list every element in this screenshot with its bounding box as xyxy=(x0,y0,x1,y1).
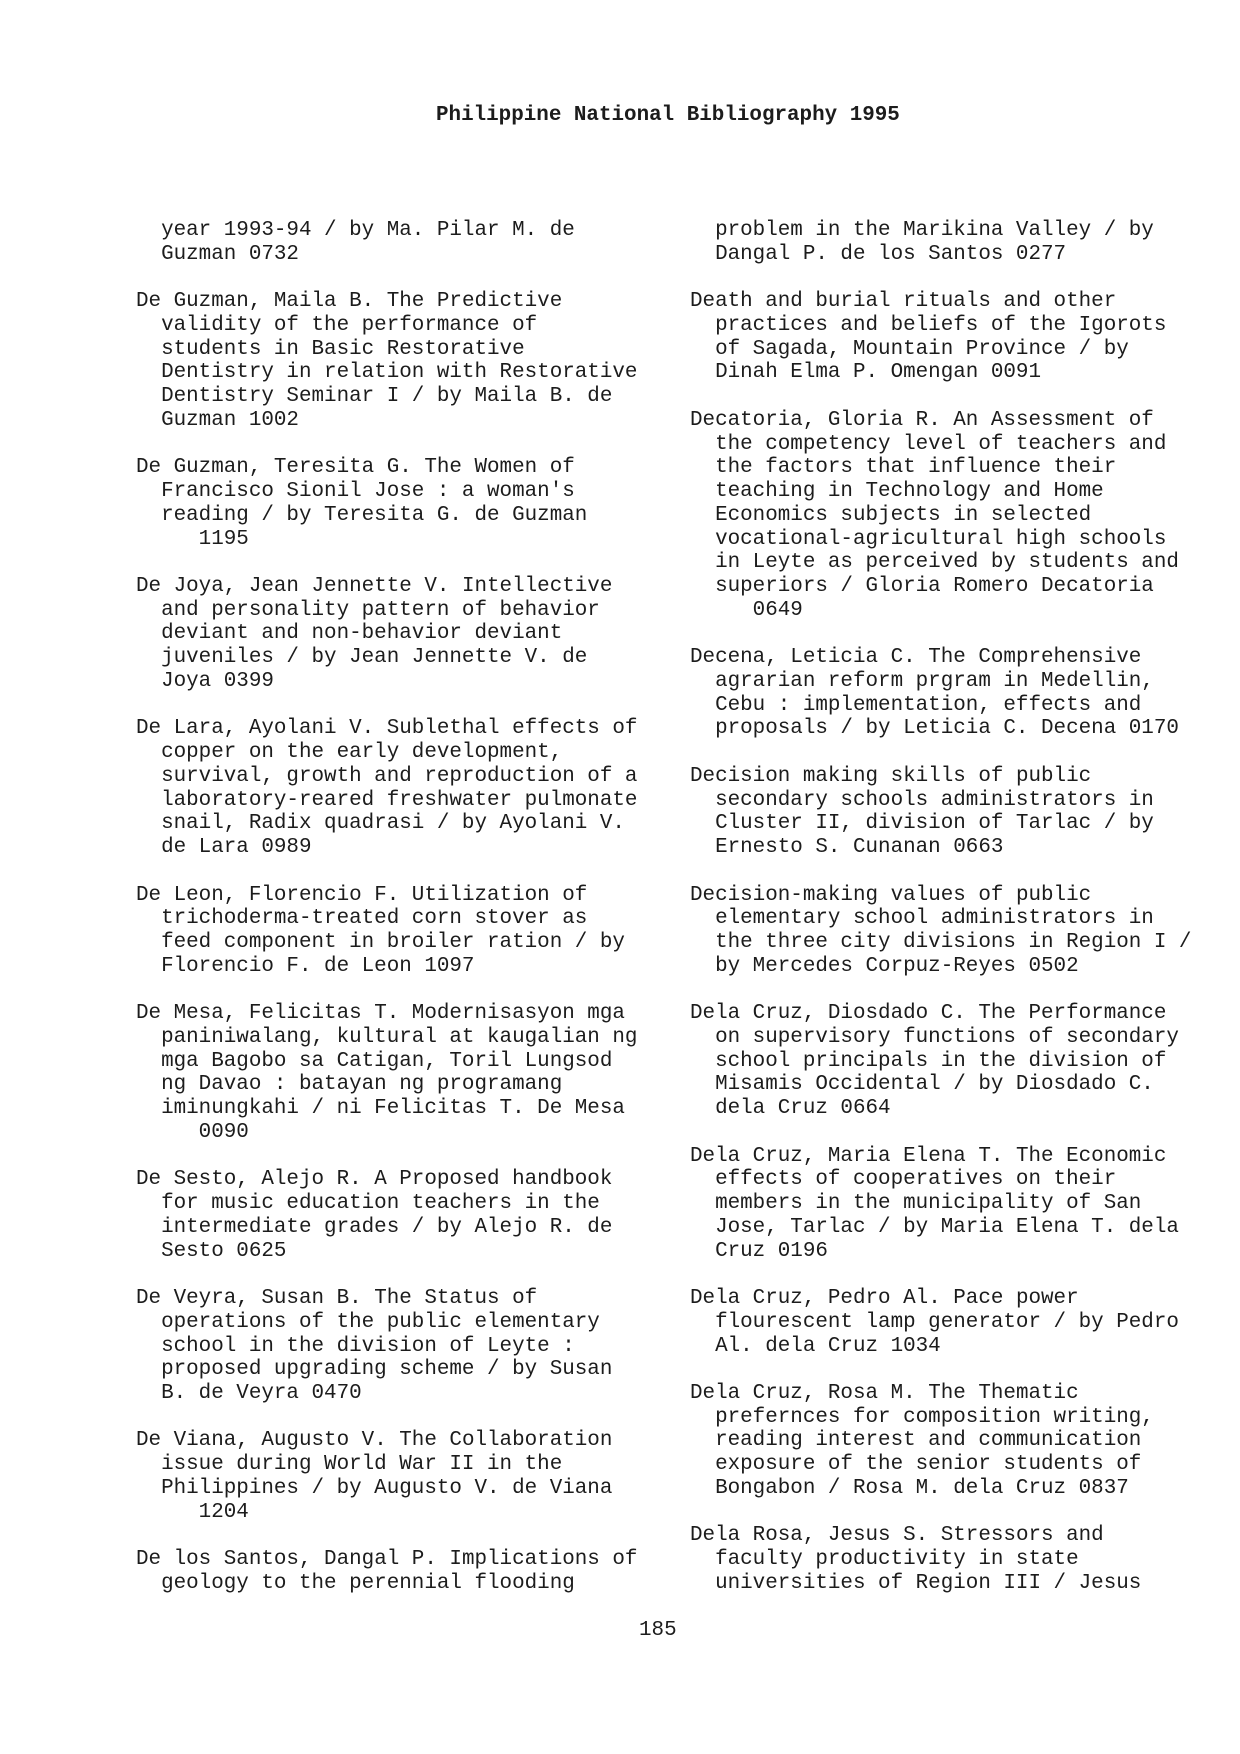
bibliography-entry xyxy=(690,1002,1220,1121)
entry-line: Economics subjects in selected xyxy=(715,503,1092,527)
entry-line: reading / by Teresita G. de Guzman xyxy=(161,503,588,527)
bibliography-entry xyxy=(690,1145,1220,1264)
entry-heading-line: Decision making skills of public xyxy=(690,764,1092,788)
entry-line: feed component in broiler ration / by xyxy=(161,931,625,955)
entry-line: students in Basic Restorative xyxy=(161,337,525,361)
entry-heading-line: De Joya, Jean Jennette V. Intellective xyxy=(136,575,613,599)
entry-line: superiors / Gloria Romero Decatoria xyxy=(715,575,1154,599)
entry-line: laboratory-reared freshwater pulmonate xyxy=(161,788,638,812)
bibliography-entry xyxy=(690,646,1220,741)
entry-line: Cluster II, division of Tarlac / by xyxy=(715,812,1154,836)
call-number-line: 1204 xyxy=(198,1500,249,1524)
entry-line: Jose, Tarlac / by Maria Elena T. dela xyxy=(715,1215,1179,1239)
entry-line: practices and beliefs of the Igorots xyxy=(715,313,1167,337)
entry-line: proposals / by Leticia C. Decena 0170 xyxy=(715,717,1179,741)
entry-line: Dentistry Seminar I / by Maila B. de xyxy=(161,385,613,409)
entry-line: dela Cruz 0664 xyxy=(715,1097,891,1121)
entry-line: Al. dela Cruz 1034 xyxy=(715,1334,941,1358)
entry-heading-line: Dela Cruz, Pedro Al. Pace power xyxy=(690,1287,1079,1311)
entry-line: the factors that influence their xyxy=(715,456,1117,480)
entry-line: operations of the public elementary xyxy=(161,1310,600,1334)
entry-line: on supervisory functions of secondary xyxy=(715,1025,1179,1049)
entry-line: reading interest and communication xyxy=(715,1429,1142,1453)
entry-line: the three city divisions in Region I / xyxy=(715,931,1192,955)
continued-entry xyxy=(136,219,666,266)
entry-line: proposed upgrading scheme / by Susan xyxy=(161,1358,613,1382)
entry-line: Cebu : implementation, effects and xyxy=(715,693,1142,717)
bibliography-entry xyxy=(136,290,666,432)
entry-line: by Mercedes Corpuz-Reyes 0502 xyxy=(715,954,1079,978)
entry-line: trichoderma-treated corn stover as xyxy=(161,907,588,931)
entry-line: Joya 0399 xyxy=(161,669,274,693)
call-number-line: 0649 xyxy=(752,598,803,622)
entry-heading-line: De Guzman, Teresita G. The Women of xyxy=(136,456,575,480)
entry-line: mga Bagobo sa Catigan, Toril Lungsod xyxy=(161,1049,613,1073)
page-number: 185 xyxy=(639,1619,677,1642)
entry-line: universities of Region III / Jesus xyxy=(715,1571,1142,1595)
entry-line: Bongabon / Rosa M. dela Cruz 0837 xyxy=(715,1476,1129,1500)
entry-line: effects of cooperatives on their xyxy=(715,1168,1117,1192)
entry-line: Misamis Occidental / by Diosdado C. xyxy=(715,1073,1154,1097)
entry-line: Cruz 0196 xyxy=(715,1239,828,1263)
entry-heading-line: Death and burial rituals and other xyxy=(690,290,1117,314)
entry-line: of Sagada, Mountain Province / by xyxy=(715,337,1129,361)
bibliography-entry xyxy=(136,1429,666,1524)
entry-line: copper on the early development, xyxy=(161,741,563,765)
entry-line: Guzman 1002 xyxy=(161,408,299,432)
entry-heading-line: Decision-making values of public xyxy=(690,883,1092,907)
entry-line: validity of the performance of xyxy=(161,313,538,337)
entry-line: ng Davao : batayan ng programang xyxy=(161,1073,563,1097)
bibliography-entry xyxy=(690,884,1220,979)
entry-line: Dangal P. de los Santos 0277 xyxy=(715,242,1067,266)
bibliography-entry xyxy=(690,409,1220,623)
entry-heading-line: Decatoria, Gloria R. An Assessment of xyxy=(690,408,1154,432)
entry-line: agrarian reform prgram in Medellin, xyxy=(715,669,1154,693)
entry-line: flourescent lamp generator / by Pedro xyxy=(715,1310,1179,1334)
bibliography-entry xyxy=(136,456,666,551)
entry-heading-line: De Sesto, Alejo R. A Proposed handbook xyxy=(136,1168,613,1192)
entry-line: faculty productivity in state xyxy=(715,1548,1079,1572)
bibliography-entry xyxy=(690,1287,1220,1358)
entry-heading-line: De Veyra, Susan B. The Status of xyxy=(136,1287,538,1311)
bibliography-entry xyxy=(136,575,666,694)
entry-line: the competency level of teachers and xyxy=(715,432,1167,456)
continued-entry xyxy=(690,219,1220,266)
entry-line: secondary schools administrators in xyxy=(715,788,1154,812)
entry-line: Dentistry in relation with Restorative xyxy=(161,361,638,385)
entry-heading-line: De los Santos, Dangal P. Implications of xyxy=(136,1548,638,1572)
bibliography-entry xyxy=(136,1548,666,1595)
entry-line: B. de Veyra 0470 xyxy=(161,1381,362,1405)
entry-line: juveniles / by Jean Jennette V. de xyxy=(161,646,588,670)
entry-heading-line: Dela Rosa, Jesus S. Stressors and xyxy=(690,1524,1104,1548)
entry-line: problem in the Marikina Valley / by xyxy=(715,219,1154,242)
entry-line: survival, growth and reproduction of a xyxy=(161,764,638,788)
bibliography-entry xyxy=(690,765,1220,860)
call-number-line: 1195 xyxy=(198,527,249,551)
entry-line: Philippines / by Augusto V. de Viana xyxy=(161,1476,613,1500)
entry-line: iminungkahi / ni Felicitas T. De Mesa xyxy=(161,1097,625,1121)
entry-line: in Leyte as perceived by students and xyxy=(715,551,1179,575)
entry-line: snail, Radix quadrasi / by Ayolani V. xyxy=(161,812,625,836)
entry-heading-line: Decena, Leticia C. The Comprehensive xyxy=(690,646,1142,670)
entry-heading-line: De Mesa, Felicitas T. Modernisasyon mga xyxy=(136,1002,625,1026)
entry-heading-line: De Guzman, Maila B. The Predictive xyxy=(136,290,563,314)
entry-line: geology to the perennial flooding xyxy=(161,1571,575,1595)
entry-heading-line: De Viana, Augusto V. The Collaboration xyxy=(136,1429,613,1453)
entry-line: deviant and non-behavior deviant xyxy=(161,622,563,646)
entry-line: de Lara 0989 xyxy=(161,836,312,860)
bibliography-entry xyxy=(136,1287,666,1406)
entry-line: Francisco Sionil Jose : a woman's xyxy=(161,480,575,504)
entry-line: school principals in the division of xyxy=(715,1049,1167,1073)
entry-heading-line: De Lara, Ayolani V. Sublethal effects of xyxy=(136,717,638,741)
entry-line: Dinah Elma P. Omengan 0091 xyxy=(715,361,1042,385)
call-number-line: 0090 xyxy=(198,1120,249,1144)
entry-line: Guzman 0732 xyxy=(161,242,299,266)
entry-line: year 1993-94 / by Ma. Pilar M. de xyxy=(161,219,575,242)
bibliography-entry xyxy=(136,717,666,859)
left-column xyxy=(136,219,666,1619)
entry-line: Sesto 0625 xyxy=(161,1239,287,1263)
entry-line: Florencio F. de Leon 1097 xyxy=(161,954,475,978)
entry-line: members in the municipality of San xyxy=(715,1192,1142,1216)
entry-line: elementary school administrators in xyxy=(715,907,1154,931)
right-column xyxy=(690,219,1220,1619)
bibliography-entry xyxy=(136,1168,666,1263)
entry-line: exposure of the senior students of xyxy=(715,1453,1142,1477)
entry-heading-line: Dela Cruz, Maria Elena T. The Economic xyxy=(690,1144,1167,1168)
entry-line: teaching in Technology and Home xyxy=(715,480,1104,504)
bibliography-entry xyxy=(690,1524,1220,1595)
entry-line: school in the division of Leyte : xyxy=(161,1334,575,1358)
entry-heading-line: De Leon, Florencio F. Utilization of xyxy=(136,883,588,907)
entry-line: issue during World War II in the xyxy=(161,1453,563,1477)
entry-heading-line: Dela Cruz, Rosa M. The Thematic xyxy=(690,1381,1079,1405)
bibliography-entry xyxy=(690,1382,1220,1501)
entry-line: prefernces for composition writing, xyxy=(715,1405,1154,1429)
entry-line: vocational-agricultural high schools xyxy=(715,527,1167,551)
entry-line: Ernesto S. Cunanan 0663 xyxy=(715,836,1004,860)
bibliography-entry xyxy=(136,884,666,979)
entry-line: intermediate grades / by Alejo R. de xyxy=(161,1215,613,1239)
entry-heading-line: Dela Cruz, Diosdado C. The Performance xyxy=(690,1002,1167,1026)
entry-line: paniniwalang, kultural at kaugalian ng xyxy=(161,1025,638,1049)
entry-line: and personality pattern of behavior xyxy=(161,598,600,622)
entry-line: for music education teachers in the xyxy=(161,1192,600,1216)
bibliography-entry xyxy=(690,290,1220,385)
page-header: Philippine National Bibliography 1995 xyxy=(436,104,900,127)
bibliography-entry xyxy=(136,1002,666,1144)
